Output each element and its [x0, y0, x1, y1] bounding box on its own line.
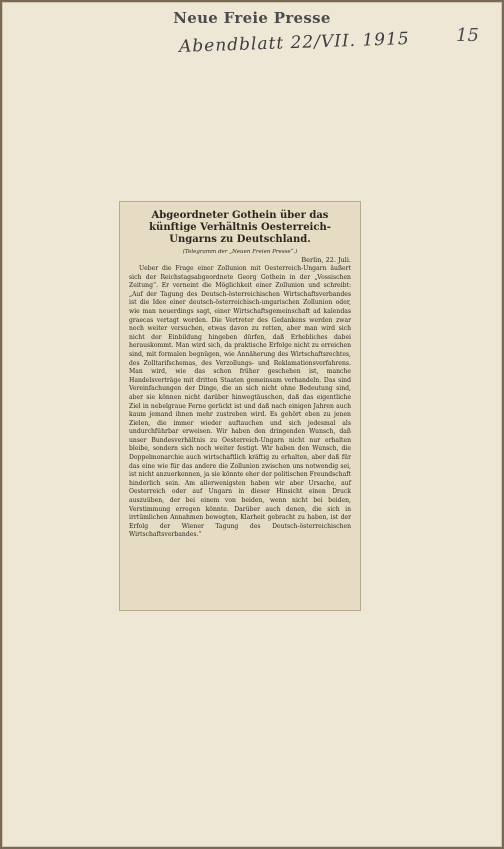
clipping-source: (Telegramm der „Neuen Freien Presse“.)	[182, 249, 298, 255]
newspaper-masthead: Neue Freie Presse	[173, 9, 331, 27]
clipping-headline: Abgeordneter Gothein über das künftige Verhältnis Oesterreich-Ungarns zu Deutschland.	[149, 210, 331, 245]
handwritten-date: Abendblatt 22/VII. 1915	[178, 28, 410, 58]
clipping-body: Ueber die Frage einer Zollunion mit Oesterreich-Ungarn äußert sich der Reichstagsabgeordnete Georg Gothein in der „Vossischen Zeitung“. Er verneint die Möglichkeit einer Zollunion und schreibt: „Auf der Tagung des Deutsch-österreichischen Wirtschaftsverbandes ist die Idee einer deutsch-österreichisch-ungarischen Zollunion oder, wie man neuerdings sagt, einer Wirtschaftsgemeinschaft ad kalendas graecas vertagt worden. Die Vertreter des Gedankens werden zwar noch weiter versuchen, etwas davon zu retten, aber man wird sich nicht der Einbildung hingeben dürfen, daß Erhebliches dabei herauskommt. Man wird sich, da praktische Erfolge nicht zu erreichen sind, mit formalen begnügen, wie Annäherung des Wirtschaftsrechtes, des Zolltarifschemas, des Verzollungs- und Reklamationsverfahrens. Man wird, wie das schon früher geschehen ist, manche Handelsverträge mit dritten Staaten gemeinsam verhandeln. Das sind Vereinfachungen der Dinge, die an sich nicht ohne Bedeutung sind, aber sie können nicht darüber hinwegtäuschen, daß das eigentliche Ziel in nebelgraue Ferne gerückt ist und daß nach einigen Jahren auch kaum jemand ihnen mehr zustreben wird. Es gehört eben zu jenen Zielen, die immer wieder auftauchen und sich jedesmal als undurchführbar erweisen. Wir haben den dringenden Wunsch, daß unser Bundesverhältnis zu Oesterreich-Ungarn nicht nur erhalten bleibe, sondern sich noch weiter festigt. Wir haben den Wunsch, die Doppelmonarchie auch wirtschaftlich kräftig zu erhalten, aber daß für das eine wie für das andere die Zollunion zwischen uns notwendig sei, ist nicht anzuerkennen, ja sie könnte eher der politischen Freundschaft hinderlich sein. Am allerwenigsten haben wir aber Ursache, auf Oesterreich oder auf Ungarn in dieser Hinsicht einen Druck auszuüben, der bei einem von beiden, wenn nicht bei beiden, Verstimmung erregen könnte. Darüber auch denen, die sich in irrtümlichen Annahmen bewegten, Klarheit gebracht zu haben, ist der Erfolg der Wiener Tagung des Deutsch-österreichischen Wirtschaftsverbandes.“	[129, 265, 351, 539]
handwritten-page-number: 15	[456, 25, 479, 46]
archive-sheet	[2, 2, 502, 847]
clipping-dateline: Berlin, 22. Juli.	[301, 256, 351, 264]
newspaper-clipping	[119, 201, 361, 611]
